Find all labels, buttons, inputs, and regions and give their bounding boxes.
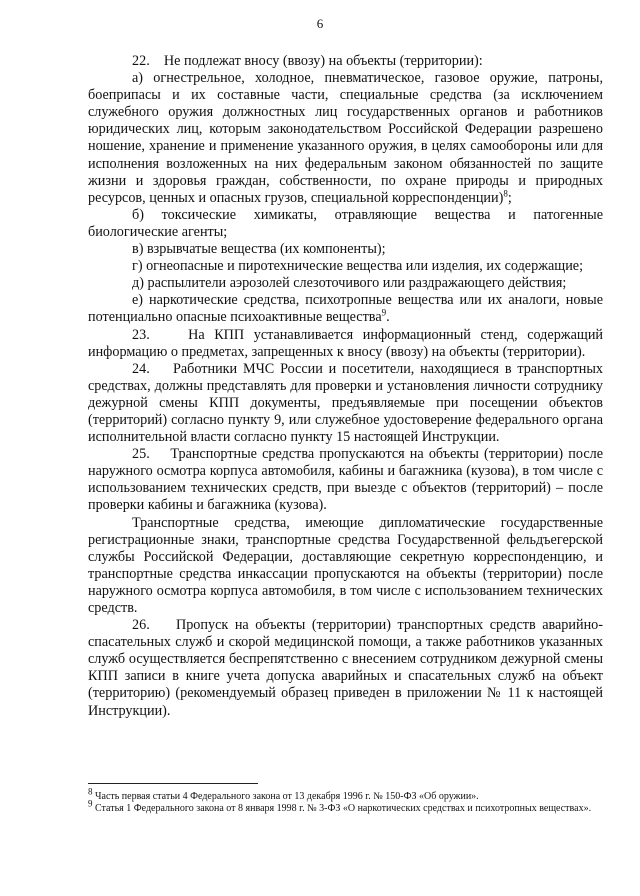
footnote-divider: [88, 783, 258, 784]
footnote-mark: 9: [88, 798, 93, 809]
paragraph-tail: ;: [507, 189, 512, 206]
paragraph-text: б) токсические химикаты, отравляющие вещества и патогенные биологические агенты;: [88, 206, 603, 240]
item-v: [88, 241, 603, 258]
paragraph-text: е) наркотические средства, психотропные вещества или их аналоги, новые потенциально опасные психоактивные вещества: [88, 292, 603, 326]
paragraph-text: Работники МЧС России и посетители, находящиеся в транспортных средствах, должны представлять для проверки и установления личности сотруднику дежурной смены КПП документы, предъявляемые при посещении объектов (территорий) согласно пункту 9, или служебное удостоверение федерального органа исполнительной власти согласно пункту 15 настоящей Инструкции.: [88, 360, 603, 446]
clause-number: 24.: [132, 360, 150, 377]
footnote-8: [88, 786, 603, 803]
footnote-ref: 9: [381, 307, 387, 318]
clause-number: 25.: [132, 446, 150, 463]
paragraph-text: Транспортные средства пропускаются на объекты (территории) после наружного осмотра корпуса автомобиля, кабины и багажника (кузова), в том числе с использованием технических средств, при выезде с объектов (территорий) – после проверки кабины и багажника (кузова).: [88, 446, 603, 514]
paragraph-24: [88, 361, 603, 446]
paragraph-text: Транспортные средства, имеющие дипломатические государственные регистрационные знаки, транспортные средства Государственной фельдъегерской службы Российской Федерации, доставляющие секретную корреспонденцию, и транспортные средства инкассации пропускаются на объекты (территории) после наружного осмотра корпуса автомобиля, в том числе с использованием технических средств.: [88, 514, 603, 616]
footnote-ref: 8: [503, 188, 508, 199]
document-body: [88, 53, 603, 720]
clause-number: 23.: [132, 326, 150, 343]
footnote-9: [88, 798, 603, 815]
paragraph-text: Пропуск на объекты (территории) транспортных средств аварийно-спасательных служб и скорой медицинской помощи, а также работников указанных служб осуществляется беспрепятственно с внесением сотрудником дежурной смены КПП записи в книге учета допуска аварийных и спасательных служб на объект (территорию) (рекомендуемый образец приведен в приложении № 11 к настоящей Инструкции).: [88, 617, 603, 719]
paragraph-text: в) взрывчатые вещества (их компоненты);: [132, 241, 386, 258]
paragraph-text: Не подлежат вносу (ввозу) на объекты (территории):: [163, 53, 483, 69]
paragraph-23: [88, 327, 603, 361]
item-e: [88, 292, 603, 326]
footnote-text: Часть первая статьи 4 Федерального закона от 13 декабря 1996 г. № 150-ФЗ «Об оружии».: [95, 791, 479, 802]
item-d: [88, 275, 603, 292]
item-a: [88, 70, 603, 207]
clause-number: 22.: [132, 53, 150, 69]
paragraph-text: а) огнестрельное, холодное, пневматическое, газовое оружие, патроны, боеприпасы и их составные части, специальные средства (за исключением служебного оружия должностных лиц государственных органов и работников юридических лиц, которым законодательством Российской Федерации разрешено ношение, хранение и применение указанного оружия, в целях самообороны или для исполнения возложенных на них федеральным законом обязанностей по защите жизни и здоровья граждан, собственности, по охране природы и природных ресурсов, ценных и опасных грузов, специальной корреспонденции): [88, 70, 603, 206]
clause-number: 26.: [132, 617, 150, 634]
footnotes: [88, 786, 603, 815]
footnote-text: Статья 1 Федерального закона от 8 января 1998 г. № 3-ФЗ «О наркотических средствах и психотропных веществах».: [95, 803, 592, 814]
paragraph-22: [88, 53, 603, 70]
page-number: 6: [316, 16, 324, 31]
footnote-mark: 8: [88, 786, 93, 797]
item-g: [88, 258, 603, 275]
paragraph-25: [88, 446, 603, 514]
paragraph-text: На КПП устанавливается информационный стенд, содержащий информацию о предметах, запрещенных к вносу (ввозу) на объекты (территории).: [88, 326, 603, 360]
paragraph-25-continued: [88, 515, 603, 618]
paragraph-26: [88, 617, 603, 720]
item-b: [88, 207, 603, 241]
paragraph-text: г) огнеопасные и пиротехнические вещества или изделия, их содержащие;: [132, 258, 584, 275]
paragraph-tail: .: [386, 309, 390, 326]
paragraph-text: д) распылители аэрозолей слезоточивого или раздражающего действия;: [132, 275, 567, 292]
